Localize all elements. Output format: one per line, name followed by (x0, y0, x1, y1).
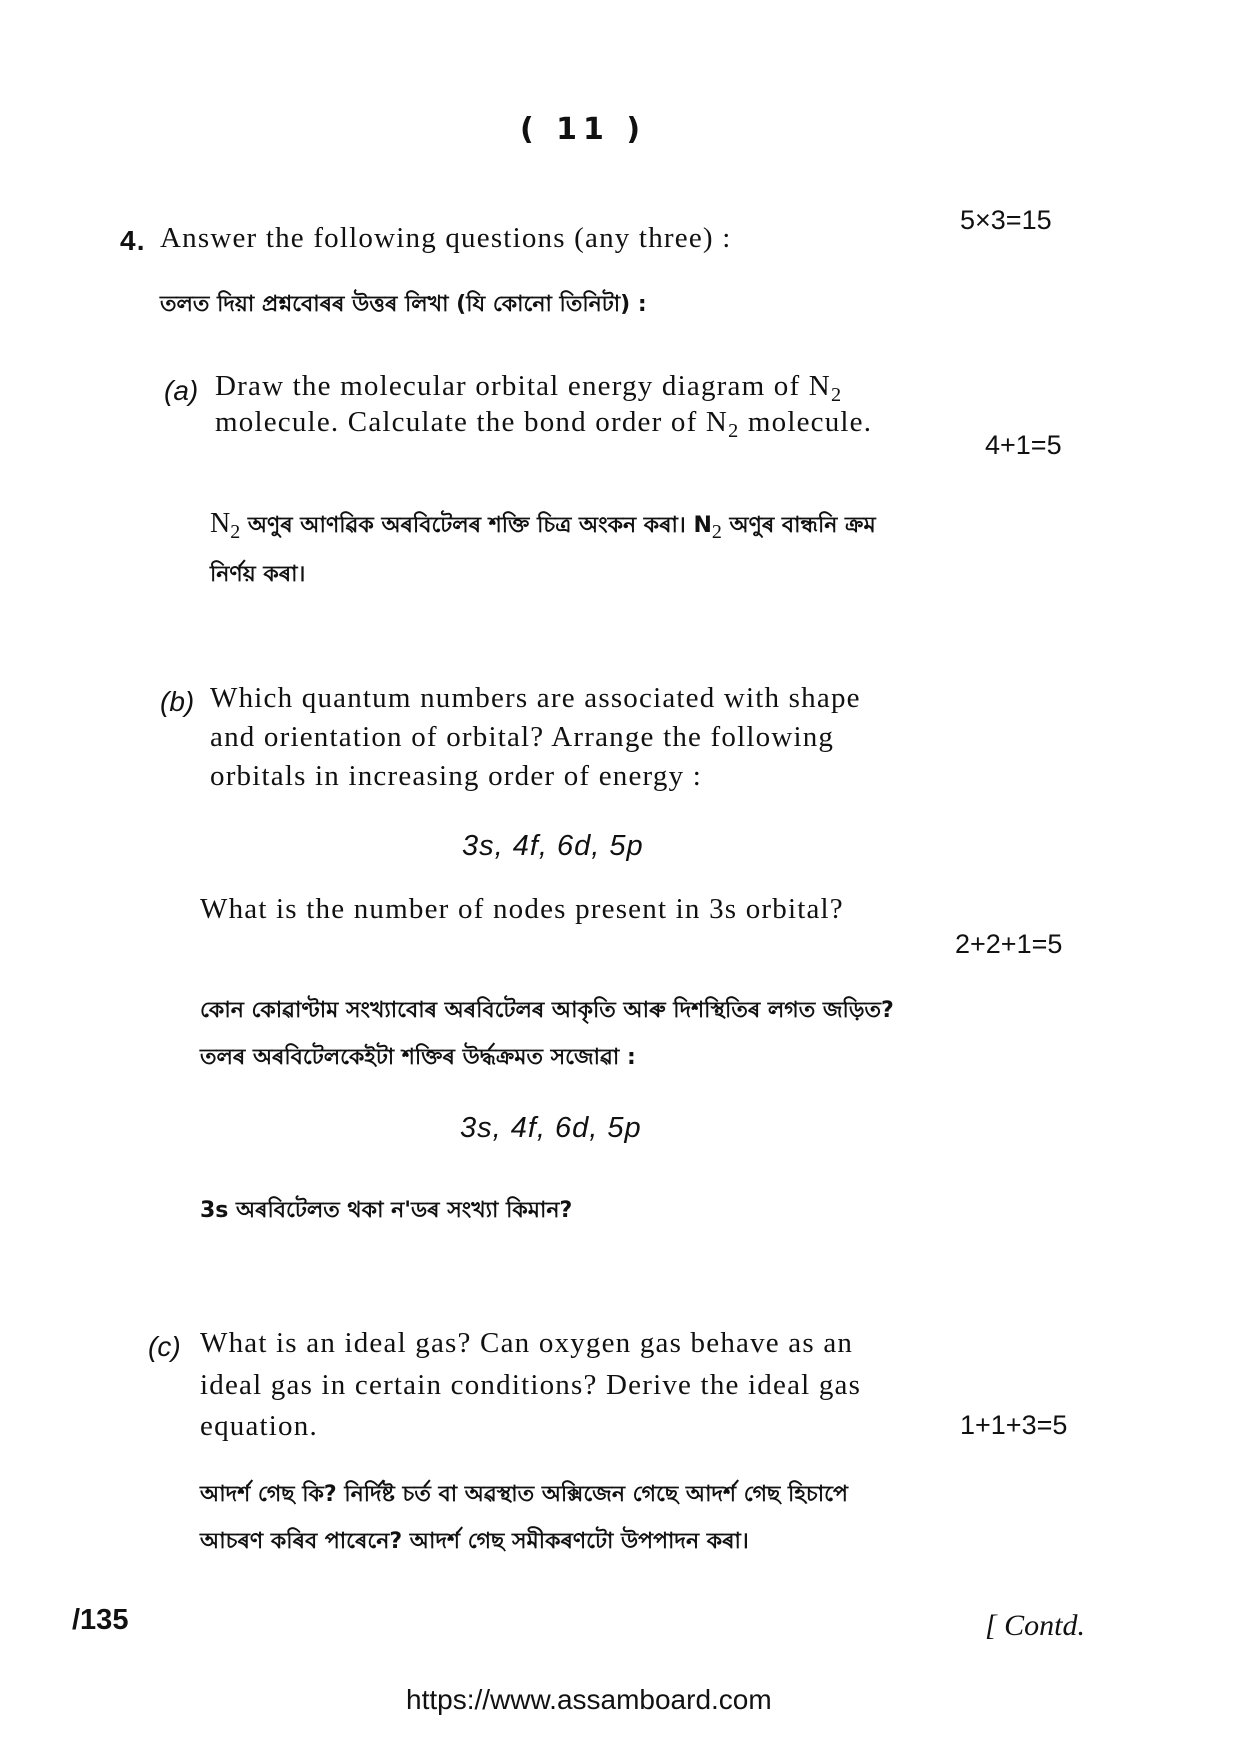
orbital-list: 3s, 4f, 6d, 5p (462, 830, 644, 862)
part-a-assamese-line-2: নিৰ্ণয় কৰা। (210, 562, 306, 587)
part-b-marks: 2+2+1=5 (955, 929, 1063, 959)
continued-note: [ Contd. (985, 1609, 1086, 1642)
part-c-line-1: What is an ideal gas? Can oxygen gas behave as an (200, 1327, 854, 1359)
part-b-assamese-line-3: 3s অৰবিটেলত থকা ন'ডৰ সংখ্যা কিমান? (200, 1198, 573, 1223)
part-a-line-1 (215, 370, 842, 407)
part-a-line-2-text: molecule. Calculate the bond order of N (215, 406, 729, 438)
part-a-assamese-line-1 (210, 508, 876, 545)
part-c-marks: 1+1+3=5 (960, 1410, 1068, 1440)
question-number: 4. (120, 225, 146, 256)
orbital-list-assamese: 3s, 4f, 6d, 5p (460, 1112, 642, 1144)
part-b-label: (b) (160, 686, 195, 717)
part-c-assamese-line-1: আদৰ্শ গেছ কি? নিৰ্দিষ্ট চৰ্ত বা অৱস্থাত অক্সিজেন গেছে আদৰ্শ গেছ হিচাপে (200, 1482, 848, 1507)
n-symbol: N (210, 508, 231, 539)
part-c-label: (c) (148, 1331, 181, 1362)
source-url[interactable]: https://www.assamboard.com (406, 1684, 772, 1715)
paper-code: /135 (72, 1604, 129, 1636)
part-a-assamese-text: অণুৰ আণৱিক অৰবিটেলৰ শক্তি চিত্ৰ অংকন কৰা। N (240, 513, 712, 538)
part-b-line-1: Which quantum numbers are associated with shape (210, 682, 861, 714)
part-a-assamese-end: অণুৰ বান্ধনি ক্ৰম (721, 513, 876, 538)
part-a-marks: 4+1=5 (985, 430, 1062, 460)
part-a-line-2 (215, 406, 872, 443)
subscript: 2 (711, 521, 722, 543)
part-c-line-2: ideal gas in certain conditions? Derive the ideal gas (200, 1369, 862, 1401)
subscript: 2 (728, 420, 740, 443)
question-instruction: Answer the following questions (any three) : (160, 222, 732, 254)
question-marks: 5×3=15 (960, 205, 1052, 235)
subscript: 2 (830, 384, 843, 407)
part-c-line-3: equation. (200, 1410, 318, 1442)
part-a-line-2-end: molecule. (739, 406, 873, 438)
part-c-assamese-line-2: আচৰণ কৰিব পাৰেনে? আদৰ্শ গেছ সমীকৰণটো উপপাদন কৰা। (200, 1529, 749, 1554)
page-number: ( 11 ) (520, 112, 647, 147)
question-instruction-assamese: তলত দিয়া প্ৰশ্নবোৰৰ উত্তৰ লিখা (যি কোনো তিনিটা) : (160, 292, 647, 317)
subscript: 2 (230, 521, 241, 543)
part-b-assamese-line-1: কোন কোৱাণ্টাম সংখ্যাবোৰ অৰবিটেলৰ আকৃতি আৰু দিশস্থিতিৰ লগত জড়িত? (200, 998, 894, 1023)
part-b-assamese-line-2: তলৰ অৰবিটেলকেইটা শক্তিৰ উৰ্দ্ধক্ৰমত সজোৱা : (200, 1045, 636, 1070)
part-b-line-2: and orientation of orbital? Arrange the following (210, 721, 835, 753)
part-a-line-1-text: Draw the molecular orbital energy diagram of N (215, 370, 831, 402)
part-b-line-4: What is the number of nodes present in 3s orbital? (200, 893, 844, 925)
part-a-label: (a) (164, 375, 199, 406)
part-b-line-3: orbitals in increasing order of energy : (210, 760, 702, 792)
